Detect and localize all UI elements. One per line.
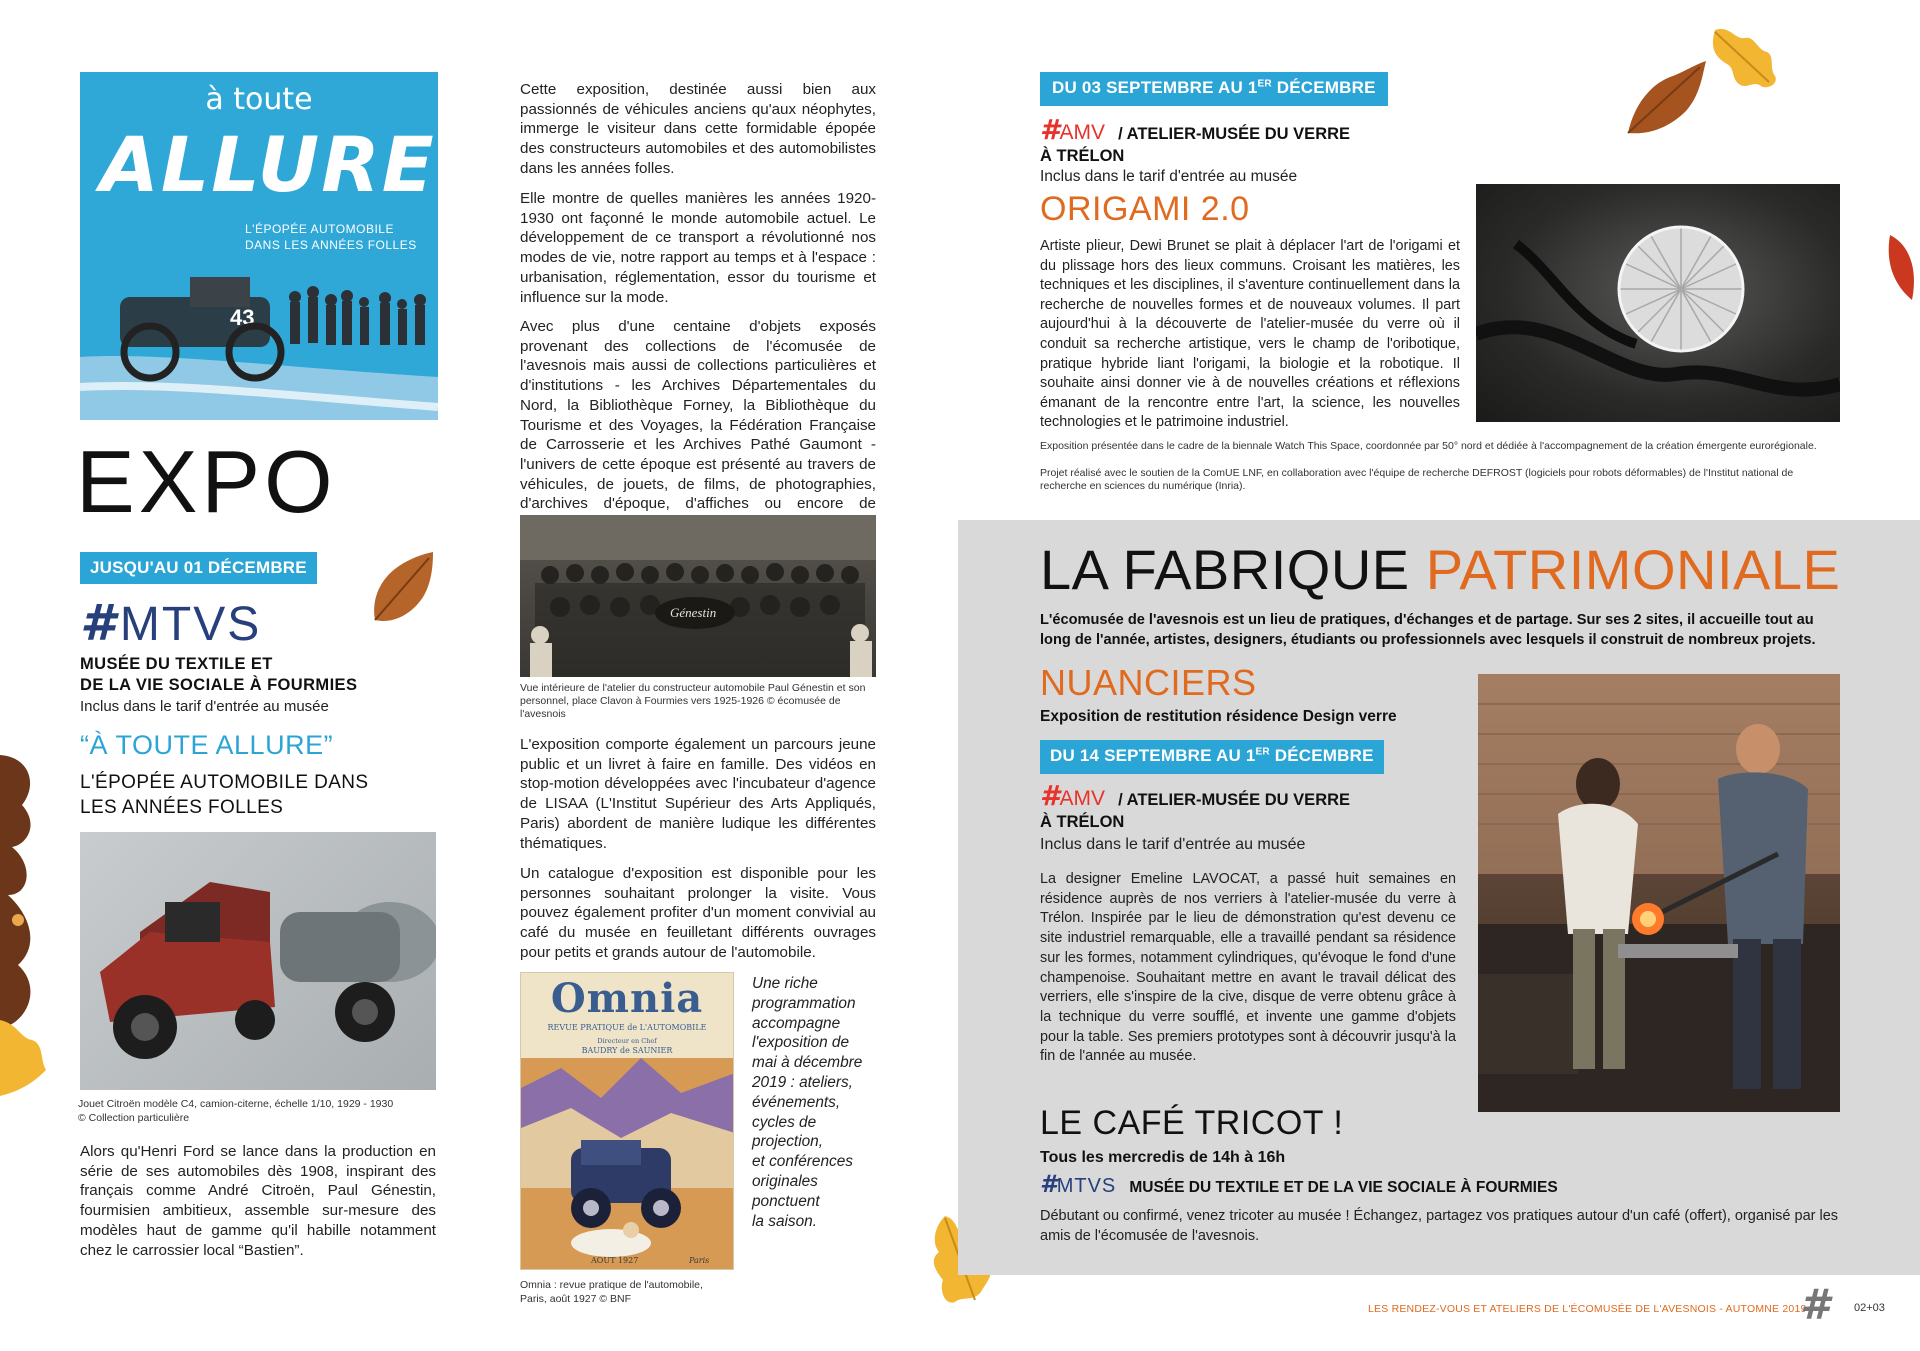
truck-caption-line2: © Collection particulière bbox=[78, 1112, 190, 1124]
nuanciers-included-note: Inclus dans le tarif d'entrée au musée bbox=[1040, 836, 1306, 853]
workshop-photo-caption: Vue intérieure de l'atelier du constructeur automobile Paul Génestin et son personnel, place Clavon à Fourmies vers 1925-1926 © écomusée de l'avesnois bbox=[520, 682, 866, 720]
amv-town: À TRÉLON bbox=[1040, 813, 1125, 831]
date-tag-sup: ER bbox=[1255, 746, 1270, 758]
omnia-caption-line1: Omnia : revue pratique de l'automobile, bbox=[520, 1279, 703, 1291]
glassblowing-workshop-photo bbox=[1478, 674, 1840, 1112]
origami-sculpture-photo bbox=[1476, 184, 1840, 422]
date-tag-text-a: DU 14 SEPTEMBRE AU 1 bbox=[1050, 746, 1256, 765]
date-tag-sup: ER bbox=[1257, 78, 1272, 90]
poster-subtitle-2: DANS LES ANNÉES FOLLES bbox=[245, 238, 417, 252]
expo-heading: EXPO bbox=[76, 432, 337, 531]
hashtag-logo-icon: # bbox=[80, 594, 115, 652]
nuanciers-title: NUANCIERS bbox=[1040, 662, 1257, 703]
expo-paragraph-1: Cette exposition, destinée aussi bien aux passionnés de véhicules anciens qu'aux néophytes, immerge le visiteur dans cette formidable épopée des constructeurs automobiles et des automobilistes dans les années folles. bbox=[520, 81, 876, 177]
brown-leaf-decoration bbox=[365, 548, 440, 628]
omnia-subtitle: REVUE PRATIQUE de L'AUTOMOBILE bbox=[547, 1023, 707, 1032]
svg-text:43: 43 bbox=[230, 305, 255, 330]
cafe-tricot-schedule: Tous les mercredis de 14h à 16h bbox=[1040, 1149, 1286, 1166]
poster-top-text: à toute bbox=[205, 82, 313, 117]
mtvs-museum-name: MUSÉE DU TEXTILE ET DE LA VIE SOCIALE À FOURMIES bbox=[1129, 1179, 1558, 1196]
mtvs-logo-line bbox=[1040, 1171, 1558, 1198]
date-tag-nuanciers bbox=[1040, 740, 1384, 774]
brown-leaf-decoration bbox=[1620, 55, 1715, 145]
museum-name-line1: MUSÉE DU TEXTILE ET bbox=[80, 655, 273, 673]
quote-line: originales bbox=[752, 1172, 818, 1190]
origami-text: Artiste plieur, Dewi Brunet se plait à déplacer l'art de l'origami et du plissage hors des lieux communs. Croisant les matières, les techniques et les disciplines, il s'aventure continuellement dans la recherche de nouvelles formes et de nouveaux volumes. Il part aujourd'hui à la découverte de l'atelier-musée du verre où il conduit sa recherche artistique, vers le champ de l'oribotique, pratique hybride liant l'origami, la biologie et la robotique. Il souhaite ainsi donner vie à de nouvelles créations et réflexions émanant de la rencontre entre l'art, la science, les nouvelles technologies et le patrimoine industriel. bbox=[1040, 238, 1460, 431]
svg-text:Génestin: Génestin bbox=[670, 605, 717, 620]
omnia-title: Omnia bbox=[550, 975, 704, 1022]
omnia-magazine-cover bbox=[520, 972, 734, 1270]
quote-line: programmation bbox=[752, 994, 856, 1012]
origami-title: ORIGAMI 2.0 bbox=[1040, 190, 1250, 228]
expo-paragraph-3: Avec plus d'une centaine d'objets exposés provenant des collections de l'écomusée de l'avesnois mais aussi de collections particulières et d'institutions - les Archives Départementales du Nord, la Bibliothèque Forney, la Bibliothèque du Tourisme et des Voyages, la Fédération Française de Carrosserie et les Archives Pathé Gaumont - l'univers de cette époque est présenté au travers de véhicules, de jouets, de films, de photographies, d'archives d'époque, d'affiches ou encore de bbox=[520, 318, 876, 513]
quote-line: événements, bbox=[752, 1093, 841, 1111]
date-tag-text-b: DÉCEMBRE bbox=[1271, 78, 1376, 97]
fabrique-intro: L'écomusée de l'avesnois est un lieu de pratiques, d'échanges et de partage. Sur ses 2 sites, il accueille tout au long de l'année, artistes, designers, étudiants ou professionnels avec lesquels il construit de nombreux projets. bbox=[1040, 612, 1816, 648]
quote-line: Une riche bbox=[752, 975, 818, 992]
origami-note-1: Exposition présentée dans le cadre de la biennale Watch This Space, coordonnée par 50° nord et dédiée à l'accompagnement de la création émergente eurorégionale. bbox=[1040, 440, 1817, 452]
red-leaf-decoration bbox=[1880, 230, 1920, 310]
included-price-note: Inclus dans le tarif d'entrée au musée bbox=[80, 698, 329, 715]
quote-line: l'exposition de bbox=[752, 1034, 850, 1052]
amv-museum-name: / ATELIER-MUSÉE DU VERRE bbox=[1118, 791, 1351, 809]
date-tag-text-a: DU 03 SEPTEMBRE AU 1 bbox=[1052, 78, 1258, 97]
omnia-director-label: Directeur en Chef bbox=[597, 1037, 657, 1045]
omnia-director-name: BAUDRY de SAUNIER bbox=[581, 1046, 673, 1055]
exhibit-title: “À TOUTE ALLURE” bbox=[80, 730, 334, 760]
exhibit-subtitle-1: L'ÉPOPÉE AUTOMOBILE DANS bbox=[80, 772, 369, 793]
page-numbers: 02+03 bbox=[1854, 1302, 1885, 1314]
workshop-group-photo bbox=[520, 515, 876, 677]
date-tag-expo: JUSQU'AU 01 DÉCEMBRE bbox=[80, 552, 317, 584]
fabrique-title-b: PATRIMONIALE bbox=[1425, 538, 1841, 601]
hashtag-logo-icon: # bbox=[1040, 779, 1060, 812]
omnia-illustration bbox=[521, 1058, 734, 1270]
omnia-city: Paris bbox=[689, 1256, 710, 1265]
exhibition-poster bbox=[80, 72, 438, 420]
mtvs-logo bbox=[80, 594, 262, 652]
racing-car-photo bbox=[80, 257, 438, 420]
expo-paragraph-4: L'exposition comporte également un parcours jeune public et un livret à faire en famille. Des vidéos en stop-motion développées avec l'incubateur d'agence de LISAA (L'Institut Supérieur des Arts Appliqués, Paris) abordent de manière ludique les différentes thématiques. bbox=[520, 736, 876, 852]
quote-line: accompagne bbox=[752, 1014, 841, 1032]
hashtag-logo-icon: # bbox=[1040, 1170, 1057, 1198]
museum-name-line2: DE LA VIE SOCIALE À FOURMIES bbox=[80, 676, 358, 694]
amv-logo-line bbox=[1040, 779, 1351, 812]
expo-paragraph-2: Elle montre de quelles manières les années 1920-1930 ont façonné le monde automobile actuel. Le développement de ce transport a révolutionné nos modes de vie, notre rapport au temps et à l'espace : urbanisation, réglementation, essor du tourisme et influence sur la mode. bbox=[520, 190, 876, 306]
nuanciers-subtitle: Exposition de restitution résidence Design verre bbox=[1040, 708, 1397, 725]
quote-line: cycles de bbox=[752, 1113, 817, 1131]
oak-leaf-decoration bbox=[0, 1010, 50, 1100]
quote-line: projection, bbox=[752, 1133, 824, 1151]
amv-museum-name: / ATELIER-MUSÉE DU VERRE bbox=[1118, 125, 1351, 143]
amv-town: À TRÉLON bbox=[1040, 147, 1125, 165]
mtvs-logo-text: MTVS bbox=[119, 598, 262, 651]
omnia-caption-line2: Paris, août 1927 © BNF bbox=[520, 1293, 632, 1305]
exhibit-subtitle-2: LES ANNÉES FOLLES bbox=[80, 797, 284, 818]
origami-note-2: Projet réalisé avec le soutien de la ComUE LNF, en collaboration avec l'équipe de recherche DEFROST (logiciels pour robots déformables) de l'Institut national de recherche en sciences du numérique (Inria). bbox=[1040, 467, 1794, 492]
cafe-tricot-title: LE CAFÉ TRICOT ! bbox=[1040, 1104, 1344, 1142]
cafe-tricot-text: Débutant ou confirmé, venez tricoter au musée ! Échangez, partagez vos pratiques autour d'un café (offert), organisé par les amis de l'écomusée de l'avesnois. bbox=[1040, 1208, 1839, 1244]
amv-logo-text: AMV bbox=[1059, 787, 1105, 810]
quote-line: et conférences bbox=[752, 1153, 853, 1171]
expo-paragraph-5: Un catalogue d'exposition est disponible pour les personnes souhaitant prolonger la visite. Vous pouvez également profiter d'un moment convivial au café du musée en feuilletant différents ouvrages pour petits et grands autour de l'automobile. bbox=[520, 865, 876, 961]
amv-logo-text: AMV bbox=[1059, 121, 1105, 144]
fabrique-title-a: LA FABRIQUE bbox=[1040, 538, 1410, 601]
fabrique-title bbox=[1040, 540, 1840, 600]
date-tag-text-b: DÉCEMBRE bbox=[1269, 746, 1374, 765]
mtvs-logo-text: MTVS bbox=[1056, 1175, 1117, 1197]
poster-subtitle-1: L'ÉPOPÉE AUTOMOBILE bbox=[245, 222, 394, 236]
omnia-issue-date: AOUT 1927 bbox=[591, 1256, 639, 1265]
footer-text: LES RENDEZ-VOUS ET ATELIERS DE L'ÉCOMUSÉE DE L'AVESNOIS - AUTOMNE 2019 bbox=[1368, 1303, 1807, 1315]
truck-caption-line1: Jouet Citroën modèle C4, camion-citerne, échelle 1/10, 1929 - 1930 bbox=[78, 1098, 394, 1110]
intro-paragraph: Alors qu'Henri Ford se lance dans la production en série de ses automobiles dès 1908, inspirant des français comme André Citroën, Paul Génestin, fourmisien ambitieux, assemble sur-mesure des modèles haut de gamme qu'il habille notamment chez le carrossier local “Bastien”. bbox=[80, 1143, 436, 1259]
nuanciers-text: La designer Emeline LAVOCAT, a passé huit semaines en résidence auprès de nos verriers à l'atelier-musée du verre à Trélon. Inspirée par le lieu de démonstration qu'est devenu ce site industriel remarquable, elle a travaillé pendant sa résidence sur les formes, notamment cylindriques, qu'évoque le fond d'une champenoise. Souhaitant mettre en avant le travail délicat des verriers, elle s'inspire de la cive, disque de verre obtenu grâce à la technique du verre soufflé, et invente une gamme d'objets pour la table. Ses premiers prototypes sont à découvrir jusqu'à la fin de l'année au musée. bbox=[1040, 871, 1456, 1065]
quote-line: la saison. bbox=[752, 1212, 818, 1230]
quote-line: mai à décembre bbox=[752, 1054, 863, 1072]
programme-quote bbox=[752, 974, 882, 1231]
toy-truck-photo bbox=[80, 832, 436, 1090]
footer-hashtag-logo-icon: # bbox=[1800, 1280, 1830, 1329]
poster-main-title: ALLURE bbox=[100, 120, 436, 209]
quote-line: 2019 : ateliers, bbox=[752, 1073, 853, 1091]
amv-logo-line bbox=[1040, 113, 1351, 146]
date-tag-origami bbox=[1040, 72, 1388, 106]
quote-line: ponctuent bbox=[752, 1192, 820, 1210]
origami-included-note: Inclus dans le tarif d'entrée au musée bbox=[1040, 168, 1298, 185]
hashtag-logo-icon: # bbox=[1040, 113, 1060, 146]
